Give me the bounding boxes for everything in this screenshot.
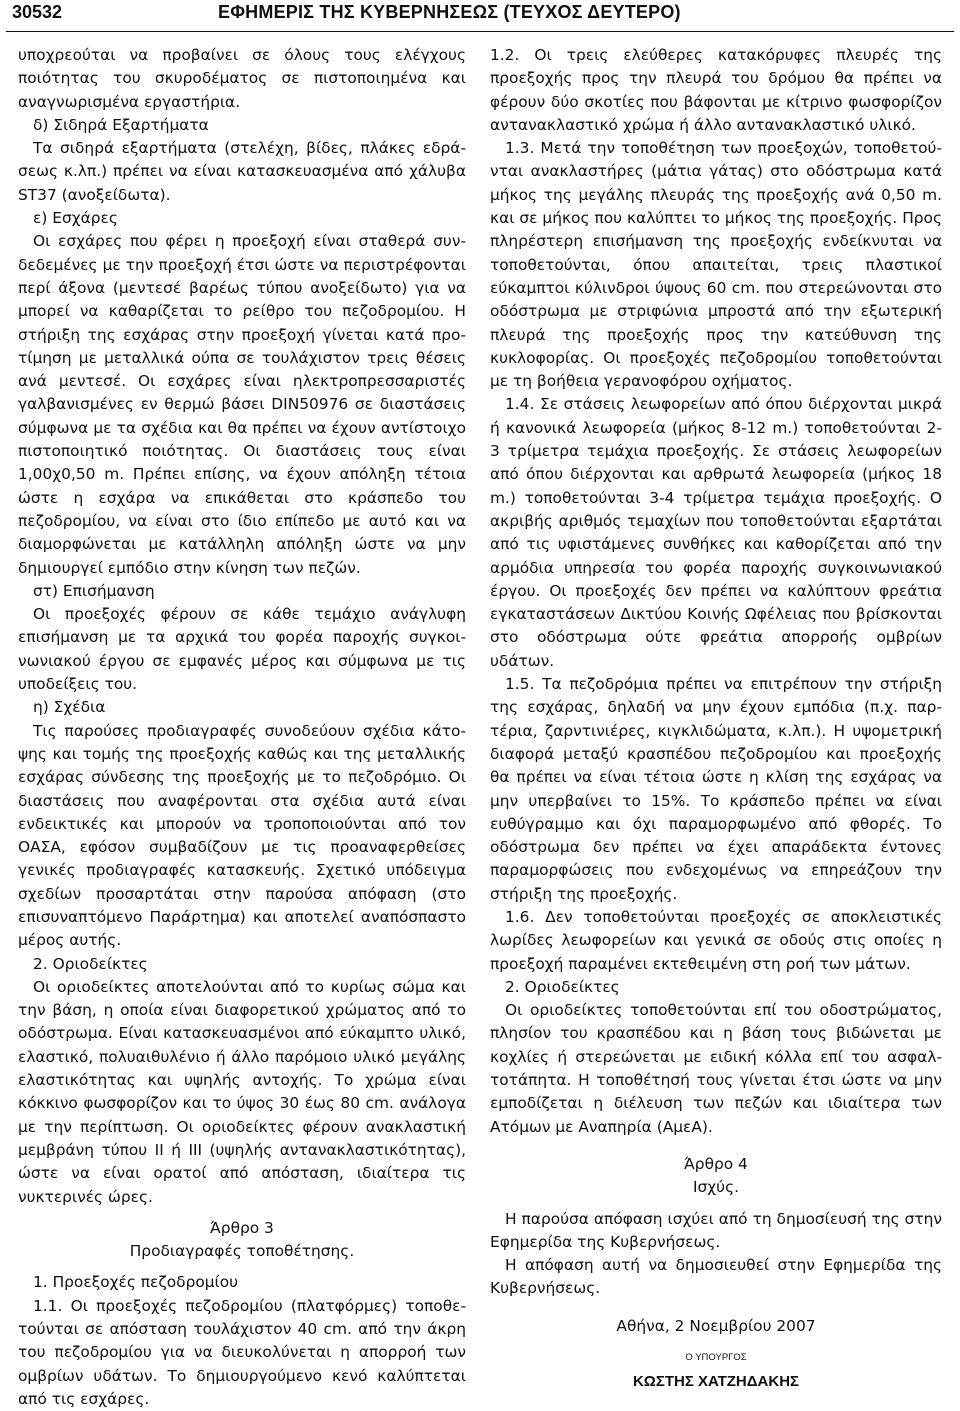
left-column [18,44,466,1411]
minister-name: ΚΩΣΤΗΣ ΧΑΤΖΗΔΑΚΗΣ [632,1373,800,1391]
article-4-title: Άρθρο 4 [684,1154,748,1173]
date-line: Αθήνα, 2 Νοεμβρίου 2007 [616,1316,816,1335]
header-divider [6,31,954,32]
section-heading: δ) Σιδηρά Εξαρτήματα [33,115,209,134]
section-heading: 2. Οριοδείκτες [33,954,148,973]
section-heading: ε) Εσχάρες [33,209,118,228]
section-heading: 2. Οριοδείκτες [505,977,620,996]
paragraph: Οι οριοδείκτες τοποθετούνται επί του οδοστρώματος, πλησίον του κρασπέδου και η βάση τους βιδώνεται με κοχλίες ή στερεώνεται με ειδική κόλλα επί του ασφαλτοτάπητα. Η τοποθέτησή τους γίνεται έτσι ώστε να μην εμποδίζεται η διέλευση των πεζών και ιδιαίτερα των Ατόμων με Αναπηρία (ΑμεΑ). [490,1001,942,1136]
paragraph: 1.5. Τα πεζοδρόμια πρέπει να επιτρέπουν την στήριξη της εσχάρας, δηλαδή να μην έχουν εμπόδια (π.χ. παρτέρια, ζαρντινιέρες, κιγκλιδώματα, κ.λπ.). Η υψομετρική διαφορά μεταξύ κρασπέδου πεζοδρομίου και προεξοχής θα πρέπει να είναι τέτοια ώστε η κλίση της εσχάρας να μην υπερβαίνει το 15%. Το κράσπεδο πρέπει να είναι ευθύγραμμο και όχι παραμορφωμένο από φθορές. Το οδόστρωμα δεν πρέπει να έχει απαράδεκτα έντονες παραμορφώσεις που ενδεχομένως να επηρεάζουν την στήριξη της προεξοχής. [490,675,942,903]
article-3-subtitle: Προδιαγραφές τοποθέτησης. [129,1242,355,1261]
section-heading: 1. Προεξοχές πεζοδρομίου [33,1273,239,1292]
paragraph: Η παρούσα απόφαση ισχύει από τη δημοσίευσή της στην Εφημερίδα της Κυβερνήσεως. [490,1209,942,1251]
paragraph: 1.2. Οι τρεις ελεύθερες κατακόρυφες πλευρές της προεξοχής προς την πλευρά του δρόμου θα πρέπει να φέρουν δύο σκοτίες που βάφονται με κίτρινο φωσφορίζον αντανακλαστικό χρώμα ή άλλο αντανακλαστικό υλικό. [490,46,942,134]
article-4-subtitle: Ισχύς. [692,1178,739,1197]
right-column [490,44,942,1393]
paragraph: Οι οριοδείκτες αποτελούνται από το κυρίως σώμα και την βάση, η οποία είναι διαφορετικού χρώματος από το οδόστρωμα. Είναι κατασκευασμένοι από εύκαμπτο υλικό, ελαστικό, πολυαιθυλένιο ή άλλο παρόμοιο υλικό μεγάλης ελαστικότητας και υψηλής αντοχής. Το χρώμα είναι κόκκινο φωσφορίζον και το ύψος 30 έως 80 cm. ανάλογα με την περίπτωση. Οι οριοδείκτες φέρουν ανακλαστική μεμβράνη τύπου ΙΙ ή ΙΙΙ (υψηλής αντανακλαστικότητας), ώστε να είναι ορατοί από απόσταση, ιδιαίτερα τις νυκτερινές ώρες. [18,977,466,1206]
paragraph: Τις παρούσες προδιαγραφές συνοδεύουν σχέδια κάτοψης και τομής της προεξοχής καθώς και της μεταλλικής εσχάρας σύνδεσης της προεξοχής με το πεζοδρόμιο. Οι διαστάσεις που αναφέρονται στα σχέδια αυτά είναι ενδεικτικές και μπορούν να τροποποιούνται από τον ΟΑΣΑ, εφόσον συμβαδίζουν με τις προαναφερθείσες γενικές προδιαγραφές κατασκευής. Σχετικό υπόδειγμα σχεδίων προσαρτάται στην παρούσα απόφαση (στο επισυναπτόμενο Παράρτημα) και αποτελεί αναπόσπαστο μέρος αυτής. [18,721,466,950]
article-3-title: Άρθρο 3 [210,1218,274,1237]
paragraph: 1.4. Σε στάσεις λεωφορείων από όπου διέρχονται μικρά ή κανονικά λεωφορεία (μήκος 8-12 m.) τοποθετούνται 2-3 τρίμετρα τεμάχια προεξοχής. Σε στάσεις λεωφορείων από όπου διέρχονται και αρθρωτά λεωφορεία (μήκος 18 m.) τοποθετούνται 3-4 τρίμετρα τεμάχια προεξοχής. Ο ακριβής αριθμός τεμαχίων που τοποθετούνται εξαρτάται από τις υφιστάμενες συνθήκες και καθορίζεται από την αρμόδια υπηρεσία του φορέα παροχής συγκοινωνιακού έργου. Οι προεξοχές δεν πρέπει να καλύπτουν φρεάτια εγκαταστάσεων Δικτύου Κοινής Ωφέλειας που βρίσκονται στο οδόστρωμα ούτε φρεάτια απορροής ομβρίων υδάτων. [490,395,942,670]
section-heading: η) Σχέδια [33,698,106,717]
paragraph: Η απόφαση αυτή να δημοσιευθεί στην Εφημερίδα της Κυβερνήσεως. [490,1256,942,1298]
paragraph: υποχρεούται να προβαίνει σε όλους τους ελέγχους ποιότητας του σκυροδέματος σε πιστοποιημένα και αναγνωρισμένα εργαστήρια. [18,46,466,111]
paragraph: 1.6. Δεν τοποθετούνται προεξοχές σε αποκλειστικές λωρίδες λεωφορείων και γενικά σε οδούς στις οποίες η προεξοχή παραμένει εκτεθειμένη στη ροή των μάτων. [490,907,942,973]
paragraph: Οι εσχάρες που φέρει η προεξοχή είναι σταθερά συνδεδεμένες με την προεξοχή έτσι ώστε να περιστρέφονται περί άξονα (μεντεσέ βαρέως τύπου ανοξείδωτο) για να μπορεί να καθαρίζεται το ρείθρο του πεζοδρομίου. Η στήριξη της εσχάρας στην προεξοχή γίνεται κατά προτίμηση με μεταλλικά ούπα σε τουλάχιστον τρεις θέσεις ανά μεντεσέ. Οι εσχάρες είναι ηλεκτροπρεσσαριστές γαλβανισμένες εν θερμώ βάσει DIN50976 σε διαστάσεις σύμφωνα με τα σχέδια και θα πρέπει να έχουν αντίστοιχο πιστοποιητικό ποιότητας. Οι διαστάσεις τους είναι 1,00χ0,50 m. Πρέπει επίσης, να έχουν απόληξη τέτοια ώστε η εσχάρα να επικάθεται στο κράσπεδο του πεζοδρομίου, να είναι στο ίδιο επίπεδο με αυτό και να διαμορφώνεται με κατάλληλη απόληξη ώστε να μην δημιουργεί εμπόδιο στην κίνηση των πεζών. [18,232,466,577]
paragraph: 1.1. Οι προεξοχές πεζοδρομίου (πλατφόρμες) τοποθετούνται σε απόσταση τουλάχιστον 40 cm. από την άκρη του πεζοδρομίου για να διευκολύνεται η απορροή των ομβρίων υδάτων. Το δημιουργούμενο κενό καλύπτεται από τις εσχάρες. [18,1296,466,1408]
paragraph: Τα σιδηρά εξαρτήματα (στελέχη, βίδες, πλάκες εδράσεως κ.λπ.) πρέπει να είναι κατασκευασμένα από χάλυβα ST37 (ανοξείδωτα). [18,139,466,204]
page-number: 30532 [12,2,63,22]
paragraph: 1.3. Μετά την τοποθέτηση των προεξοχών, τοποθετούνται ανακλαστήρες (μάτια γάτας) στο οδόστρωμα κατά μήκος της μεγάλης πλευράς της προεξοχής ανά 0,50 m. και σε μήκος που καλύπτει το μήκος της προεξοχής. Προς πληρέστερη επισήμανση της προεξοχής ενδείκνυται να τοποθετούνται, όπου απαιτείται, τρεις πλαστικοί εύκαμπτοι κύλινδροι ύψους 60 cm. που στερεώνονται στο οδόστρωμα με στριφώνια μπροστά από την εξωτερική πλευρά της προεξοχής προς την κατεύθυνση της κυκλοφορίας. Οι προεξοχές πεζοδρομίου τοποθετούνται με τη βοήθεια γερανοφόρου οχήματος. [490,139,942,391]
minister-title: Ο ΥΠΟΥΡΓΟΣ [685,1352,747,1364]
paragraph: Οι προεξοχές φέρουν σε κάθε τεμάχιο ανάγλυφη επισήμανση με τα αρχικά του φορέα παροχής συγκοινωνιακού έργου σε εμφανές μέρος και σύμφωνα με τις υποδείξεις του. [18,605,466,694]
gazette-title: ΕΦΗΜΕΡΙΣ ΤΗΣ ΚΥΒΕΡΝΗΣΕΩΣ (ΤΕΥΧΟΣ ΔΕΥΤΕΡΟ) [218,2,681,22]
section-heading: στ) Επισήμανση [33,581,155,600]
